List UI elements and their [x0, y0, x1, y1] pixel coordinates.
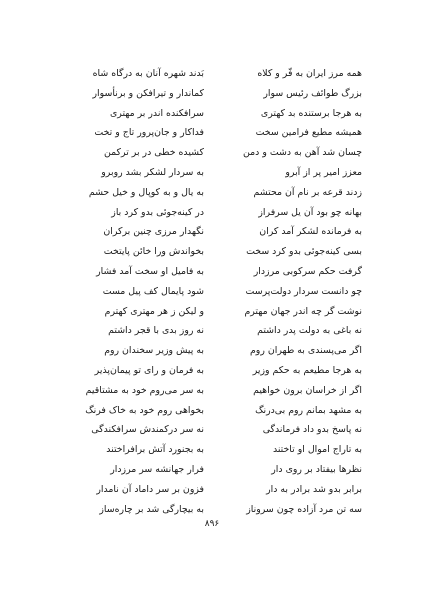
- verse-line: سه تن مرد آزاده چون سروناز: [246, 503, 362, 515]
- verse-line: برابر بدو شد برادر به دار: [266, 483, 362, 495]
- verse-line: اگر از خراسان برون خواهیم: [253, 384, 362, 396]
- verse-line: بهانه چو بود آن یل سرفراز: [258, 206, 362, 218]
- verse-line: گرفت حکم سرکوبی مرزدار: [253, 265, 362, 277]
- verse-line: بزرگ طوائف رئیس سوار: [263, 87, 362, 99]
- verse-line: نوشت گر چه اندر جهان مهترم: [244, 305, 362, 317]
- verse-line: همه مرز ایران به فّر و کلاه: [257, 68, 362, 79]
- verse-line: نه پاسخ بدو داد فرماندگی: [262, 424, 362, 436]
- verse-line: بسی کینه‌جوئی بدو کرد سخت: [246, 246, 362, 258]
- verse-line: نه روز بدی با قجر داشتم: [108, 325, 204, 337]
- verse-line: به پیش وزیر سخندان روم: [104, 345, 204, 357]
- verse-line: به فرمان و رای تو پیمان‌پذیر: [94, 364, 204, 376]
- verse-line: به سر می‌روم خود به مشتاقیم: [85, 384, 204, 396]
- verse-line: نه سر درکمندش سرافکندگی: [91, 424, 204, 436]
- verse-line: فداکار و جان‌پرور تاج و تخت: [94, 127, 204, 139]
- verse-line: به هرجا برستنده بد کهتری: [260, 107, 362, 119]
- page-number: ۸۹۶: [204, 519, 220, 529]
- verse-line: بخواهی روم خود به خاک فرنگ: [85, 404, 204, 416]
- verse-line: نه باغی به دولت پدر داشتم: [257, 325, 362, 337]
- verse-line: به یال و به کوپال و خیل حشم: [88, 186, 204, 198]
- verse-line: سرافکنده اندر بر مهتری: [109, 107, 204, 119]
- verse-line: همیشه مطیع فرامین سخت: [255, 127, 362, 139]
- verse-line: شود پایمال کف پیل مست: [102, 285, 204, 297]
- verse-line: کماندار و تیرافکن و برنأسوار: [92, 87, 204, 99]
- verse-line: چسان شد آهن به دشت و دمن: [243, 147, 362, 159]
- verse-line: به مشهد بمانم روم بی‌درنگ: [255, 404, 362, 416]
- poem-right-column: [220, 64, 362, 515]
- verse-line: به فامیل او سخت آمد فشار: [96, 265, 204, 277]
- verse-line: به بجنورد آتش برافراختند: [106, 444, 204, 456]
- poem-left-column: [62, 64, 204, 515]
- verse-line: بخواندش ورا خائن پایتخت: [103, 246, 204, 258]
- verse-line: معزز امیر پر از آبرو: [285, 166, 362, 178]
- verse-line: و لیکن ز هر مهتری کهترم: [104, 305, 204, 317]
- verse-line: به فرمانده لشکر آمد کران: [259, 226, 362, 238]
- verse-line: نظرها بیفتاد بر روی دار: [271, 463, 362, 475]
- verse-line: به بیچارگی شد بر چاره‌ساز: [99, 503, 204, 515]
- poem-body: [62, 64, 362, 515]
- verse-line: فرار جهانشه سر مرزدار: [110, 463, 204, 475]
- verse-line: زدند قرعه بر نام آن محتشم: [253, 186, 362, 198]
- verse-line: اگر می‌پسندی به طهران روم: [250, 345, 362, 357]
- verse-line: چو دانست سردار دولت‌پرست: [245, 285, 362, 297]
- verse-line: بَدند شهره آنان به درگاه شاه: [92, 68, 204, 79]
- verse-line: در کینه‌جوئی بدو کرد باز: [111, 206, 204, 218]
- verse-line: به سردار لشکر بشد روبرو: [101, 166, 204, 178]
- verse-line: فزون بر سر داماد آن نامدار: [96, 483, 204, 495]
- verse-line: کشیده خطی در بر ترکمن: [104, 147, 204, 159]
- verse-line: به هرجا مطیعم به حکم وزیر: [252, 364, 362, 376]
- verse-line: نگهدار مرزی چنین برکران: [103, 226, 204, 238]
- verse-line: به تاراج اموال او تاختند: [272, 444, 362, 456]
